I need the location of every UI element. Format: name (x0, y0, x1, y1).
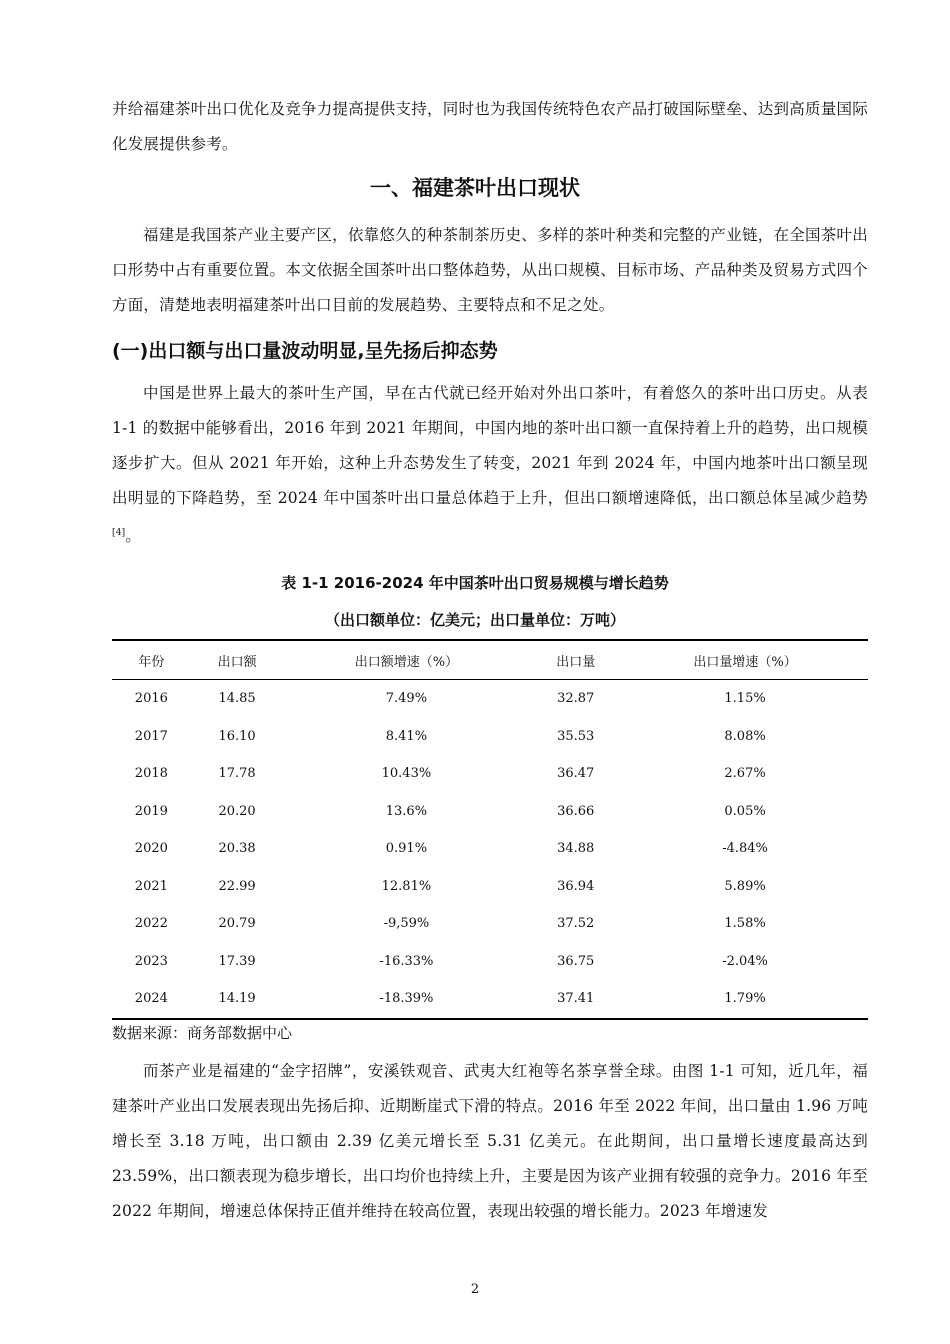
cell-export-value-growth: -9,59% (383, 916, 430, 932)
cell-export-value-growth: 8.41% (385, 728, 428, 744)
cell-year: 2018 (134, 766, 168, 782)
cell-export-volume-growth: 2.67% (724, 766, 766, 782)
subsection-heading: (一)出口额与出口量波动明显,呈先扬后抑态势 (112, 340, 498, 362)
cell-export-value-growth: 10.43% (381, 766, 432, 782)
header-export-volume-growth: 出口量增速（%） (622, 640, 868, 680)
cell-export-volume-growth: 1.58% (724, 916, 766, 932)
page-number: 2 (470, 1282, 480, 1297)
cell-export-volume: 35.53 (557, 728, 595, 744)
cell-export-volume-growth: -4.84% (722, 841, 768, 857)
cell-year: 2024 (134, 991, 168, 1007)
cell-export-volume: 36.47 (557, 766, 595, 782)
cell-export-volume: 36.94 (557, 878, 595, 894)
cell-export-value-growth: -16.33% (379, 953, 434, 969)
cell-export-volume: 37.52 (557, 916, 595, 932)
cell-export-value: 20.20 (218, 803, 256, 819)
cell-export-value-growth: 0.91% (385, 841, 428, 857)
cell-export-value-growth: 12.81% (381, 878, 432, 894)
cell-export-volume: 32.87 (557, 691, 595, 707)
paragraph-export-trend (112, 376, 868, 554)
cell-export-volume-growth: 1.15% (724, 691, 766, 707)
citation-ref: [4] (112, 528, 126, 538)
header-export-value-growth: 出口额增速（%） (284, 640, 530, 680)
paragraph-end-punct: 。 (125, 527, 142, 546)
paragraph-fujian-export: 而茶产业是福建的“金字招牌”，安溪铁观音、武夷大红袍等名茶享誉全球。由图 1-1 可知，近几年，福建茶叶产业出口发展表现出先扬后抑、近期断崖式下滑的特点。2016 年至 2022 年间，出口量由 1.96 万吨增长至 3.18 万吨，出口额由 2.39 亿美元增长至 5.31 亿美元。在此期间，出口量增长速度最高达到 23.59%，出口额表现为稳步增长，出口均价也持续上升，主要是因为该产业拥有较强的竞争力。2016 年至 2022 年期间，增速总体保持正值并维持在较高位置，表现出较强的增长能力。2023 年增速发 (112, 1062, 868, 1220)
cell-export-volume-growth: -2.04% (722, 953, 768, 969)
cell-year: 2021 (134, 878, 168, 894)
header-export-value: 出口额 (191, 640, 284, 680)
cell-year: 2016 (134, 691, 168, 707)
cell-year: 2022 (134, 916, 168, 932)
cell-export-value: 14.19 (218, 991, 256, 1007)
cell-export-value-growth: -18.39% (379, 991, 434, 1007)
table-row (112, 905, 868, 943)
table-row (112, 943, 868, 981)
cell-export-value-growth: 13.6% (385, 803, 428, 819)
cell-export-value: 20.38 (218, 841, 256, 857)
header-export-volume: 出口量 (529, 640, 622, 680)
table-subcaption: （出口额单位：亿美元；出口量单位：万吨） (324, 611, 625, 629)
table-row (112, 830, 868, 868)
table-row (112, 755, 868, 793)
cell-export-volume-growth: 0.05% (724, 803, 766, 819)
cell-year: 2020 (134, 841, 168, 857)
cell-export-value: 14.85 (218, 691, 256, 707)
cell-export-volume-growth: 5.89% (724, 878, 766, 894)
cell-export-value: 22.99 (218, 878, 256, 894)
cell-export-volume: 34.88 (557, 841, 595, 857)
cell-export-value: 20.79 (218, 916, 256, 932)
table-row (112, 980, 868, 1019)
cell-export-value: 16.10 (218, 728, 256, 744)
header-year: 年份 (112, 640, 191, 680)
table-source-note: 数据来源：商务部数据中心 (112, 1024, 293, 1042)
cell-export-volume: 36.66 (557, 803, 595, 819)
table-row (112, 680, 868, 718)
cell-year: 2017 (134, 728, 168, 744)
table-row (112, 793, 868, 831)
paragraph-export-trend-text: 中国是世界上最大的茶叶生产国，早在古代就已经开始对外出口茶叶，有着悠久的茶叶出口历史。从表 1-1 的数据中能够看出，2016 年到 2021 年期间，中国内地的茶叶出口额一直保持着上升的趋势，出口规模逐步扩大。但从 2021 年开始，这种上升态势发生了转变，2021 年到 2024 年，中国内地茶叶出口额呈现出明显的下降趋势，至 2024 年中国茶叶出口量总体趋于上升，但出口额增速降低，出口额总体呈减少趋势 (112, 384, 868, 507)
cell-year: 2019 (134, 803, 168, 819)
cell-export-volume: 36.75 (557, 953, 595, 969)
cell-year: 2023 (134, 953, 168, 969)
table-caption: 表 1-1 2016-2024 年中国茶叶出口贸易规模与增长趋势 (281, 574, 669, 592)
table-header-row (112, 640, 868, 680)
paragraph-intro-continued: 并给福建茶叶出口优化及竞争力提高提供支持，同时也为我国传统特色农产品打破国际壁垒、达到高质量国际化发展提供参考。 (112, 100, 868, 153)
cell-export-volume-growth: 8.08% (724, 728, 766, 744)
table-row (112, 868, 868, 906)
export-table (112, 639, 868, 1020)
table-row (112, 718, 868, 756)
cell-export-volume-growth: 1.79% (724, 991, 766, 1007)
cell-export-value: 17.78 (218, 766, 256, 782)
section-heading: 一、福建茶叶出口现状 (370, 176, 580, 200)
paragraph-overview: 福建是我国茶产业主要产区，依靠悠久的种茶制茶历史、多样的茶叶种类和完整的产业链，在全国茶叶出口形势中占有重要位置。本文依据全国茶叶出口整体趋势，从出口规模、目标市场、产品种类及贸易方式四个方面，清楚地表明福建茶叶出口目前的发展趋势、主要特点和不足之处。 (112, 226, 868, 314)
cell-export-value: 17.39 (218, 953, 256, 969)
cell-export-volume: 37.41 (557, 991, 595, 1007)
cell-export-value-growth: 7.49% (385, 691, 428, 707)
